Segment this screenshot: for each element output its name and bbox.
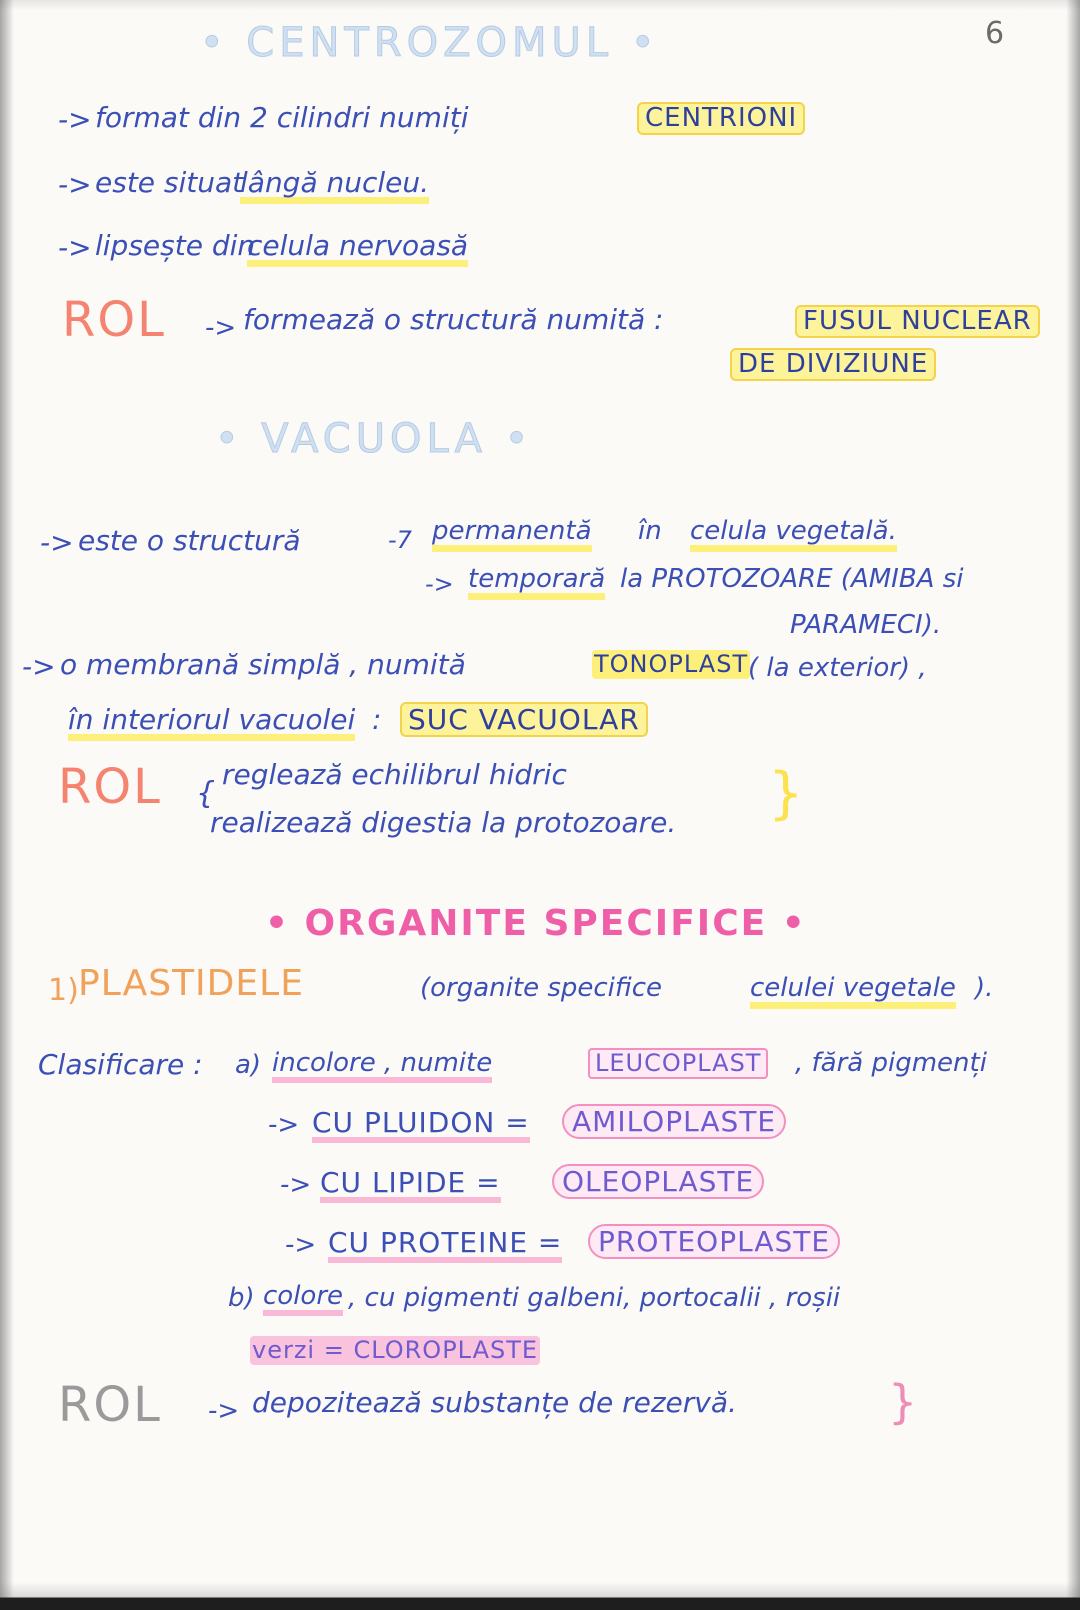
vacuola-branch1-rest: în [638, 516, 662, 546]
plastidele-rol-brace: } [888, 1375, 918, 1429]
vacuola-branch1-arrow: -7 [388, 526, 412, 554]
centrozomul-line1-arrow: -> [58, 103, 92, 136]
plastidele-number: 1) [48, 973, 79, 1008]
vacuola-line3-boxed: SUC VACUOLAR [400, 702, 648, 737]
group-a-item3-left: CU PROTEINE = [328, 1228, 562, 1263]
page-number: 6 [985, 16, 1005, 51]
section-title-vacuola: • VACUOLA • [215, 416, 534, 462]
plastidele-rol-arrow: -> [208, 1396, 240, 1426]
group-a-item2-boxed: OLEOPLASTE [552, 1164, 764, 1199]
plastidele-title: PLASTIDELE [78, 963, 304, 1004]
group-b-text-underlined: colore [263, 1283, 343, 1316]
group-a-boxed: LEUCOPLAST [588, 1048, 768, 1079]
group-a-item2-arrow: -> [280, 1170, 312, 1200]
centrozomul-line3-arrow: -> [58, 231, 92, 264]
plastidele-rol-text: depozitează substanțe de rezervă. [252, 1386, 737, 1419]
clasificare-label: Clasificare : [38, 1048, 203, 1081]
vacuola-rol-item-1: reglează echilibrul hidric [222, 758, 567, 791]
group-b-text: , cu pigmenti galbeni, portocalii , roșii [348, 1283, 841, 1313]
group-b-marker: b) [228, 1283, 255, 1313]
group-a-item1-left: CU PLUIDON = [312, 1108, 530, 1143]
vacuola-rol-item-2: realizează digestia la protozoare. [210, 806, 677, 839]
centrozomul-line1-boxed: CENTRIONI [637, 102, 805, 135]
centrozomul-rol-arrow: -> [205, 313, 237, 343]
centrozomul-line1-text: format din 2 cilindri numiți [95, 101, 469, 134]
vacuola-line2-arrow: -> [22, 650, 56, 683]
group-a-text-pre: incolore , numite [272, 1050, 492, 1083]
group-a-item1-arrow: -> [268, 1110, 300, 1140]
vacuola-line1-text: este o structură [78, 524, 301, 557]
centrozomul-rol-text: formează o structură numită : [243, 303, 664, 336]
plastidele-rol-label: ROL [58, 1377, 162, 1433]
group-a-item2-left: CU LIPIDE = [320, 1168, 501, 1203]
group-b-highlighted: verzi = CLOROPLASTE [252, 1336, 539, 1364]
vacuola-branch2-highlight: temporară [468, 566, 605, 600]
centrozomul-rol-boxed-line1: FUSUL NUCLEAR [795, 305, 1040, 338]
page-left-shadow [0, 0, 14, 1610]
centrozomul-line3-text: lipsește din [95, 229, 256, 262]
vacuola-branch1-underlined: celula vegetală. [690, 518, 897, 552]
vacuola-line3-sep: : [372, 703, 382, 736]
vacuola-branch1-highlight: permanentă [432, 518, 592, 552]
vacuola-line3-underlined: în interiorul vacuolei [68, 705, 355, 741]
centrozomul-line2-arrow: -> [58, 168, 92, 201]
vacuola-line2-boxed: TONOPLAST [594, 650, 749, 678]
centrozomul-line2-text: este situat [95, 166, 244, 199]
centrozomul-line2-underlined: lângă nucleu. [240, 168, 429, 204]
vacuola-rol-label: ROL [58, 759, 162, 815]
vacuola-branch2-arrow: -> [425, 570, 454, 598]
group-a-text-post: , fără pigmenți [795, 1048, 987, 1078]
vacuola-branch2-rest: la PROTOZOARE (AMIBA si [620, 564, 964, 594]
vacuola-branch2-cont: PARAMECI). [790, 610, 942, 640]
centrozomul-rol-label: ROL [62, 292, 166, 348]
centrozomul-rol-boxed-line2: DE DIVIZIUNE [730, 348, 936, 381]
page-right-shadow [1066, 0, 1080, 1610]
group-a-marker: a) [235, 1050, 262, 1080]
plastidele-note-post: ). [975, 973, 994, 1003]
vacuola-line2-text: o membrană simplă , numită [60, 648, 466, 681]
vacuola-rol-bracket: { [196, 776, 216, 811]
vacuola-rol-brace: } [768, 761, 804, 826]
group-a-item1-boxed: AMILOPLASTE [562, 1104, 786, 1139]
vacuola-line1-arrow: -> [40, 526, 74, 559]
plastidele-note-pre: (organite specifice [420, 973, 662, 1003]
group-a-item3-boxed: PROTEOPLASTE [588, 1224, 840, 1259]
section-title-centrozomul: • CENTROZOMUL • [200, 20, 660, 66]
vacuola-line2-rest: ( la exterior) , [748, 653, 927, 683]
section-title-organite-specifice: • ORGANITE SPECIFICE • [265, 903, 807, 944]
group-a-item3-arrow: -> [285, 1230, 317, 1260]
plastidele-note-underlined: celulei vegetale [750, 975, 956, 1009]
centrozomul-line3-underlined: celula nervoasă [247, 231, 468, 267]
